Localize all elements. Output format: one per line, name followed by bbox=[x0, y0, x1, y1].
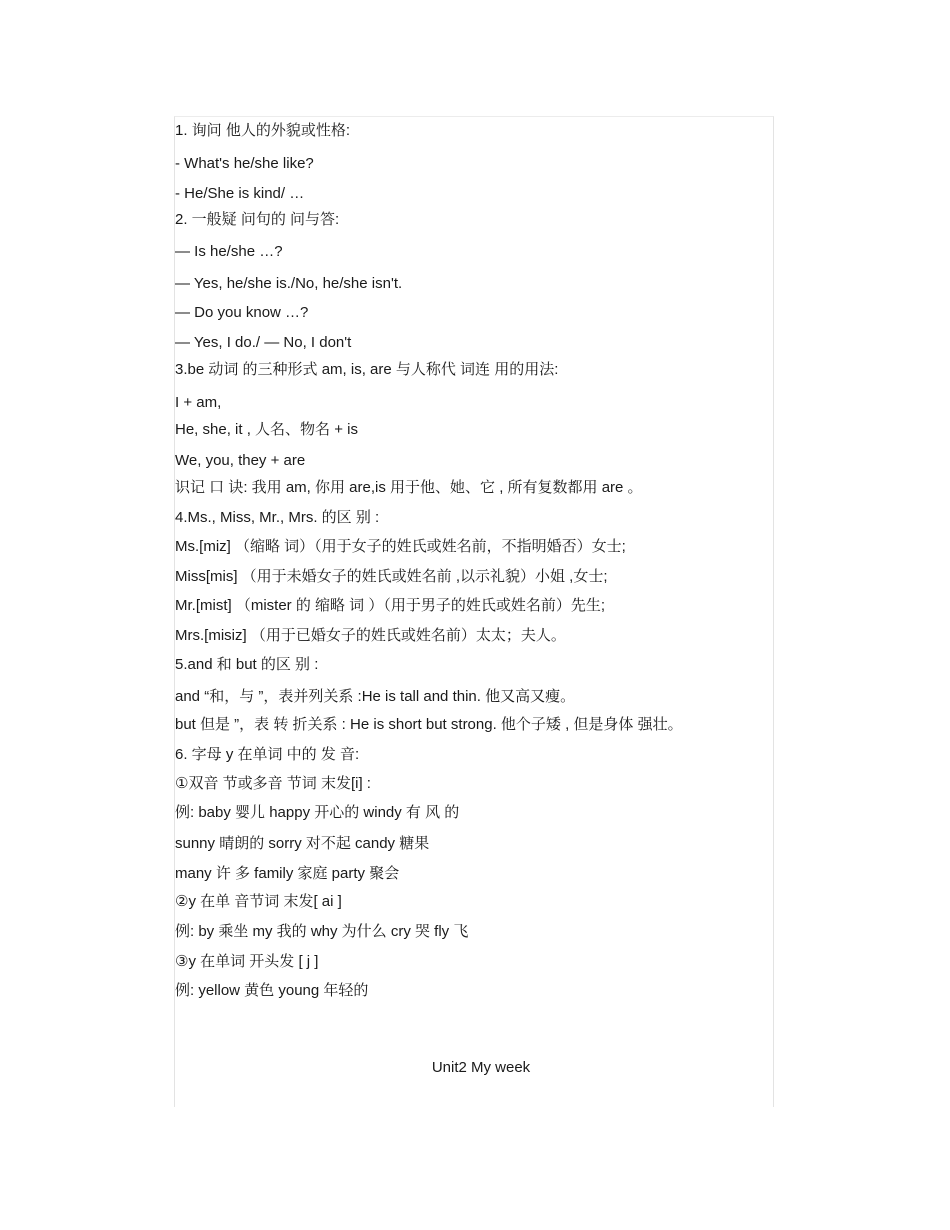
text-line: 3.be 动词 的三种形式 am, is, are 与人称代 词连 用的用法: bbox=[175, 361, 559, 378]
text-line: — Yes, he/she is./No, he/she isn't. bbox=[175, 275, 403, 292]
text-line: 2. 一般疑 问句的 问与答: bbox=[175, 211, 340, 228]
text-line: many 许 多 family 家庭 party 聚会 bbox=[175, 865, 400, 882]
section-title: Unit2 My week bbox=[431, 1059, 531, 1076]
text-line: - What's he/she like? bbox=[175, 155, 314, 172]
text-line: Ms.[miz] （缩略 词）（用于女子的姓氏或姓名前，不指明婚否）女士; bbox=[175, 538, 626, 555]
text-line: 4.Ms., Miss, Mr., Mrs. 的区 别 : bbox=[175, 509, 380, 526]
text-line: 1. 询问 他人的外貌或性格: bbox=[175, 122, 351, 139]
text-line: — Is he/she …? bbox=[175, 243, 283, 260]
text-line: and “和，与 ”，表并列关系 :He is tall and thin. 他又高又瘦。 bbox=[175, 688, 576, 705]
text-line: 例: by 乘坐 my 我的 why 为什么 cry 哭 fly 飞 bbox=[175, 923, 469, 940]
text-line: 例: yellow 黄色 young 年轻的 bbox=[175, 982, 369, 999]
text-line: but 但是 ”，表 转 折关系 : He is short but strong. 他个子矮 , 但是身体 强壮。 bbox=[175, 716, 683, 733]
text-line: Mr.[mist] （mister 的 缩略 词 ）（用于男子的姓氏或姓名前）先生; bbox=[175, 597, 605, 614]
text-line: 6. 字母 y 在单词 中的 发 音: bbox=[175, 746, 360, 763]
text-line: He, she, it , 人名、物名 + is bbox=[175, 421, 358, 438]
text-line: ①双音 节或多音 节词 末发[i] : bbox=[175, 775, 371, 792]
text-line: - He/She is kind/ … bbox=[175, 185, 305, 202]
text-line: Mrs.[misiz] （用于已婚女子的姓氏或姓名前）太太；夫人。 bbox=[175, 627, 566, 644]
text-line: — Yes, I do./ — No, I don't bbox=[175, 334, 352, 351]
text-line: I + am, bbox=[175, 394, 222, 411]
text-line: ②y 在单 音节词 末发[ ai ] bbox=[175, 893, 342, 910]
text-line: We, you, they + are bbox=[175, 452, 306, 469]
text-line: ③y 在单词 开头发 [ j ] bbox=[175, 953, 319, 970]
text-line: 5.and 和 but 的区 别 : bbox=[175, 656, 319, 673]
text-line: 例: baby 婴儿 happy 开心的 windy 有 风 的 bbox=[175, 804, 460, 821]
text-line: 识记 口 诀: 我用 am, 你用 are,is 用于他、她、它 , 所有复数都用 are 。 bbox=[175, 479, 643, 496]
text-line: sunny 晴朗的 sorry 对不起 candy 糖果 bbox=[175, 835, 430, 852]
text-line: Miss[mis] （用于未婚女子的姓氏或姓名前 ,以示礼貌）小姐 ,女士; bbox=[175, 568, 608, 585]
text-line: — Do you know …? bbox=[175, 304, 309, 321]
